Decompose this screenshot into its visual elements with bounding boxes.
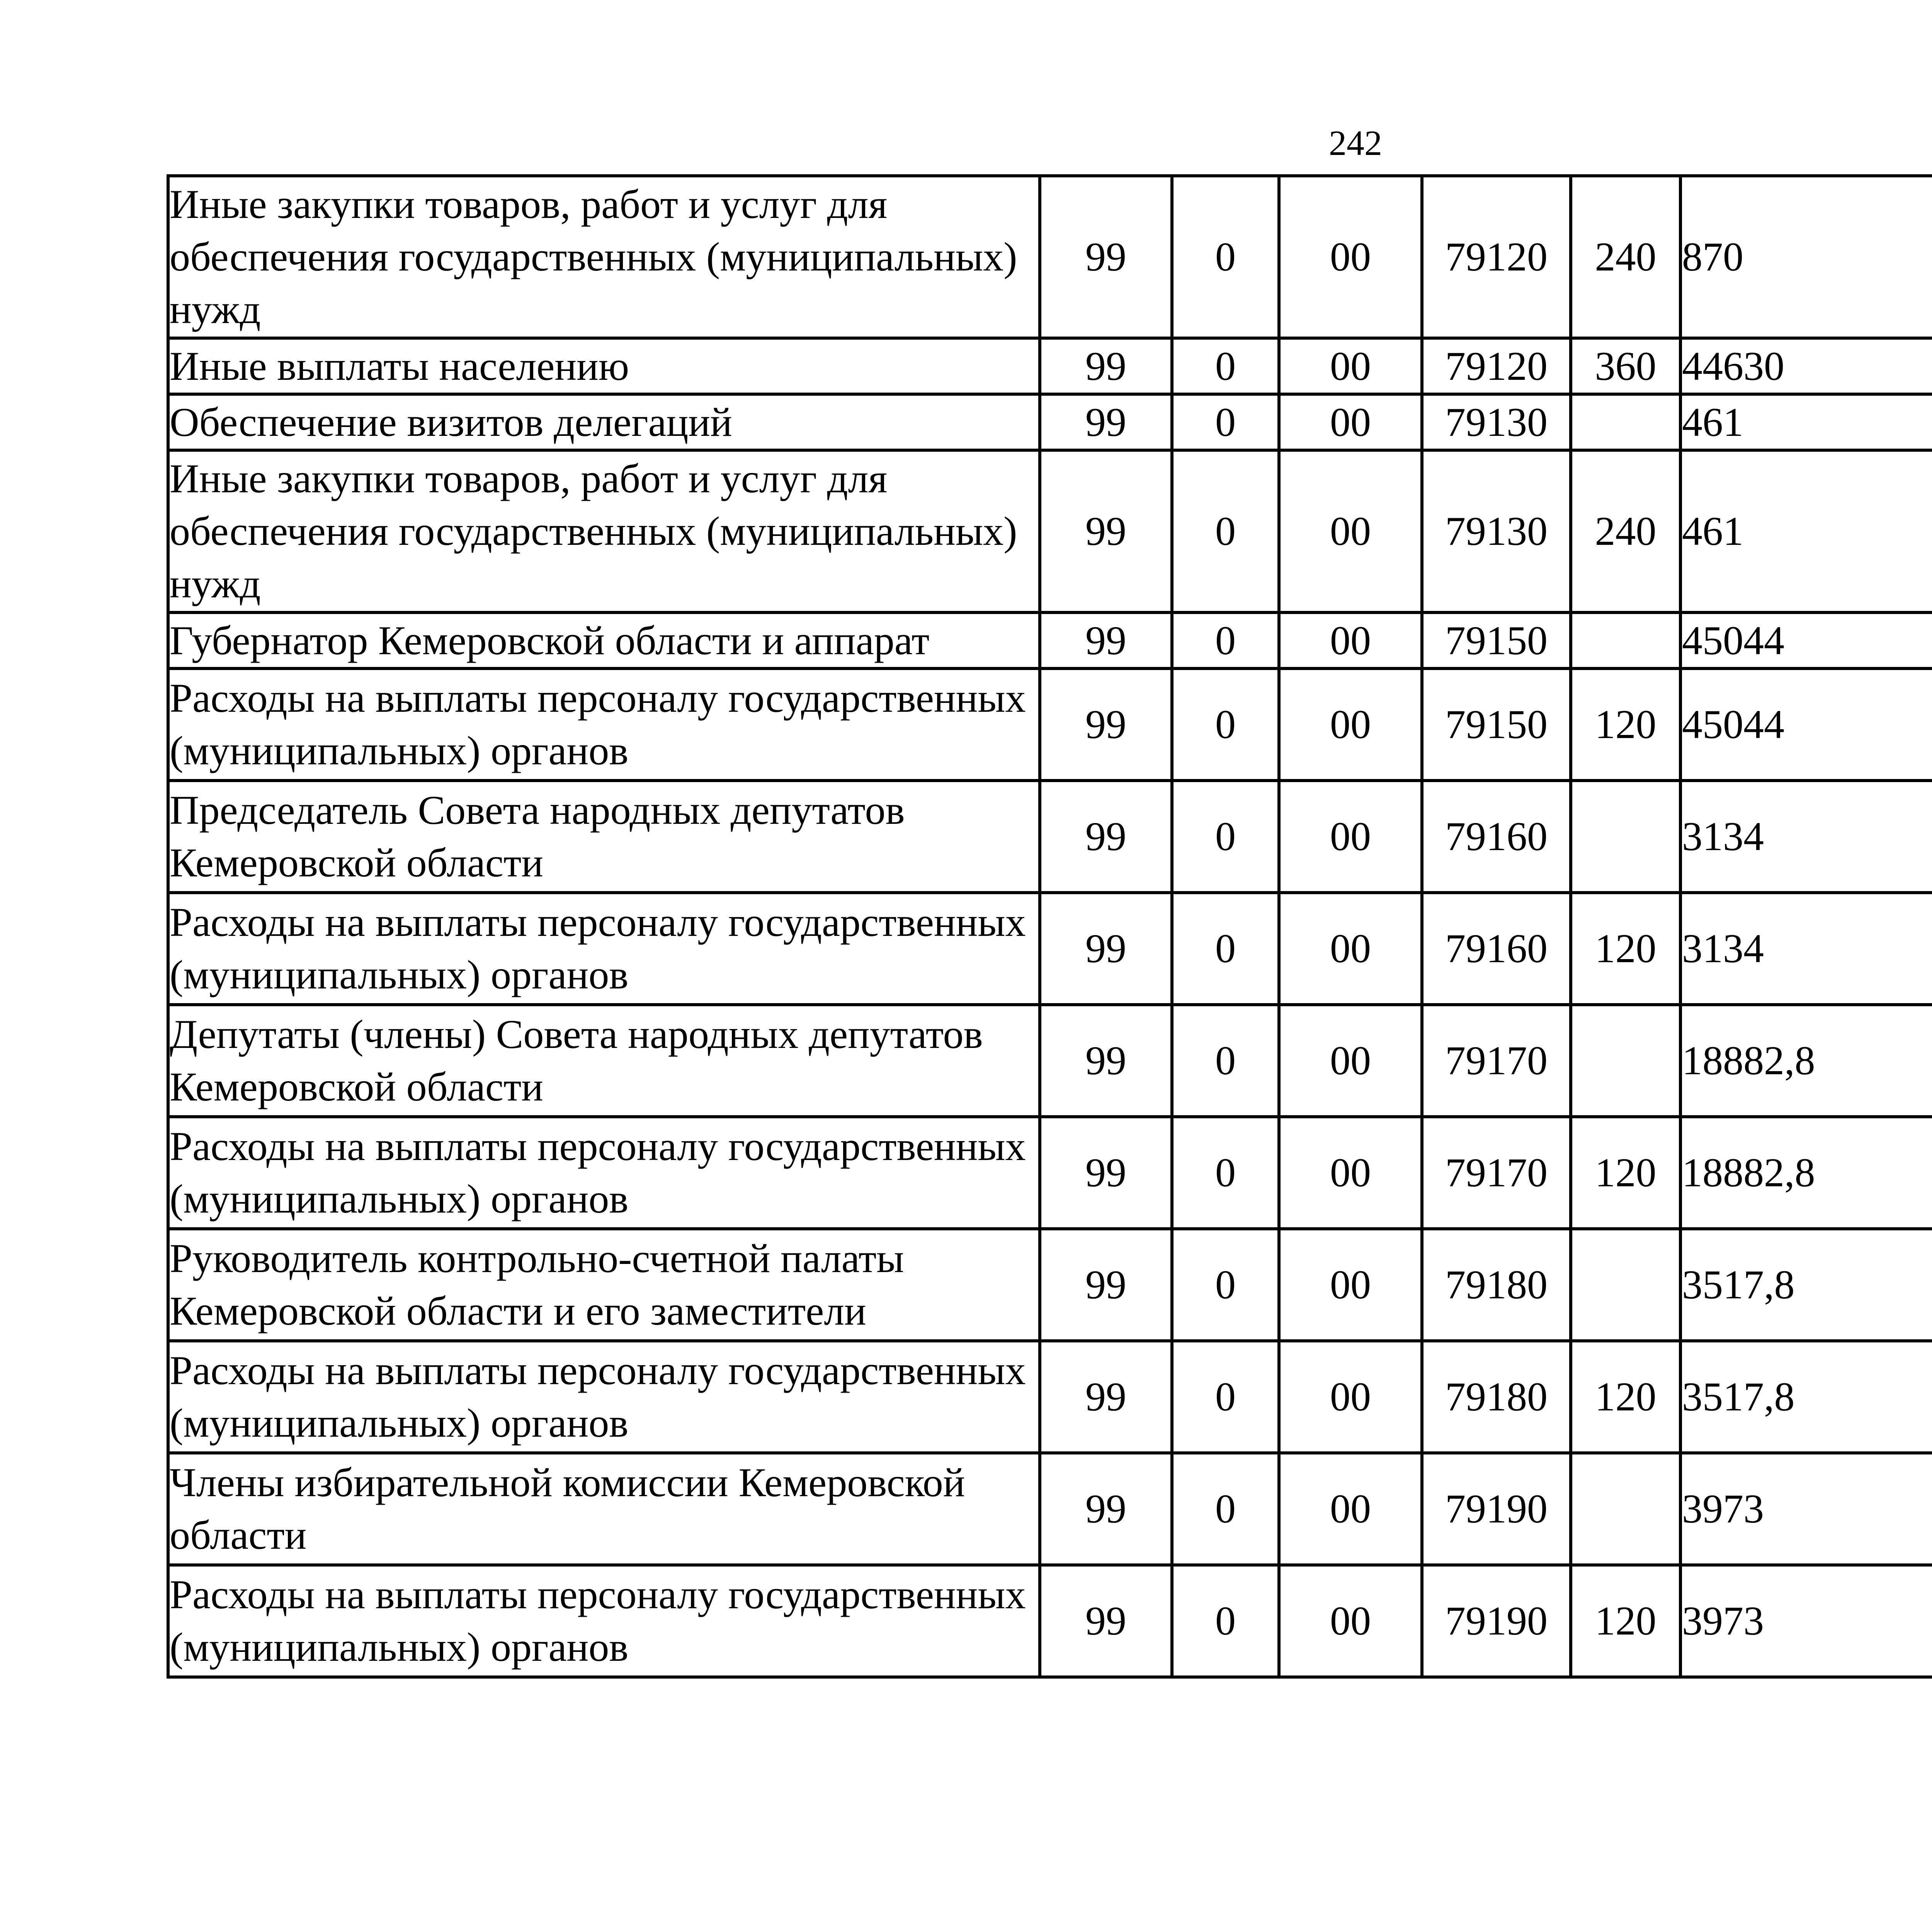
expense-name: Члены избирательной комиссии Кемеровской области — [168, 1453, 1040, 1565]
expense-type-code — [1571, 781, 1680, 893]
section-code: 99 — [1040, 1453, 1172, 1565]
amount-year-1: 45044 — [1680, 612, 1932, 668]
program-code: 00 — [1279, 394, 1422, 450]
section-code: 99 — [1040, 450, 1172, 612]
expense-name: Руководитель контрольно-счетной палаты Кемеровской области и его заместители — [168, 1229, 1040, 1341]
expense-type-code: 240 — [1571, 450, 1680, 612]
table-row — [168, 394, 1932, 450]
program-code: 00 — [1279, 1565, 1422, 1677]
target-article-code: 79190 — [1422, 1453, 1571, 1565]
target-article-code: 79190 — [1422, 1565, 1571, 1677]
table-row — [168, 781, 1932, 893]
target-article-code: 79130 — [1422, 394, 1571, 450]
program-code: 00 — [1279, 1229, 1422, 1341]
amount-year-1: 3973 — [1680, 1453, 1932, 1565]
subsection-code: 0 — [1172, 1117, 1279, 1229]
expense-name: Расходы на выплаты персоналу государственных (муниципальных) органов — [168, 893, 1040, 1005]
amount-year-1: 3134 — [1680, 893, 1932, 1005]
target-article-code: 79170 — [1422, 1117, 1571, 1229]
expense-type-code — [1571, 1005, 1680, 1117]
expense-name: Председатель Совета народных депутатов Кемеровской области — [168, 781, 1040, 893]
expense-name: Расходы на выплаты персоналу государственных (муниципальных) органов — [168, 1117, 1040, 1229]
budget-table — [167, 174, 1932, 1679]
expense-type-code: 120 — [1571, 893, 1680, 1005]
table-row — [168, 1565, 1932, 1677]
program-code: 00 — [1279, 781, 1422, 893]
program-code: 00 — [1279, 338, 1422, 394]
section-code: 99 — [1040, 176, 1172, 338]
section-code: 99 — [1040, 338, 1172, 394]
subsection-code: 0 — [1172, 176, 1279, 338]
subsection-code: 0 — [1172, 338, 1279, 394]
program-code: 00 — [1279, 893, 1422, 1005]
section-code: 99 — [1040, 394, 1172, 450]
expense-type-code: 120 — [1571, 1341, 1680, 1453]
subsection-code: 0 — [1172, 394, 1279, 450]
program-code: 00 — [1279, 612, 1422, 668]
amount-year-1: 45044 — [1680, 668, 1932, 781]
table-row — [168, 1229, 1932, 1341]
section-code: 99 — [1040, 1005, 1172, 1117]
amount-year-1: 44630 — [1680, 338, 1932, 394]
target-article-code: 79150 — [1422, 668, 1571, 781]
target-article-code: 79180 — [1422, 1229, 1571, 1341]
subsection-code: 0 — [1172, 781, 1279, 893]
subsection-code: 0 — [1172, 1005, 1279, 1117]
program-code: 00 — [1279, 176, 1422, 338]
subsection-code: 0 — [1172, 612, 1279, 668]
expense-type-code: 360 — [1571, 338, 1680, 394]
section-code: 99 — [1040, 668, 1172, 781]
target-article-code: 79130 — [1422, 450, 1571, 612]
amount-year-1: 461 — [1680, 394, 1932, 450]
expense-name: Депутаты (члены) Совета народных депутатов Кемеровской области — [168, 1005, 1040, 1117]
subsection-code: 0 — [1172, 1453, 1279, 1565]
program-code: 00 — [1279, 668, 1422, 781]
target-article-code: 79120 — [1422, 338, 1571, 394]
section-code: 99 — [1040, 612, 1172, 668]
amount-year-1: 461 — [1680, 450, 1932, 612]
amount-year-1: 3517,8 — [1680, 1229, 1932, 1341]
program-code: 00 — [1279, 450, 1422, 612]
subsection-code: 0 — [1172, 893, 1279, 1005]
table-row — [168, 893, 1932, 1005]
target-article-code: 79170 — [1422, 1005, 1571, 1117]
target-article-code: 79180 — [1422, 1341, 1571, 1453]
program-code: 00 — [1279, 1453, 1422, 1565]
subsection-code: 0 — [1172, 668, 1279, 781]
expense-type-code: 240 — [1571, 176, 1680, 338]
section-code: 99 — [1040, 1565, 1172, 1677]
page-number: 242 — [1329, 123, 1382, 163]
subsection-code: 0 — [1172, 1229, 1279, 1341]
section-code: 99 — [1040, 893, 1172, 1005]
amount-year-1: 18882,8 — [1680, 1117, 1932, 1229]
table-row — [168, 1117, 1932, 1229]
target-article-code: 79150 — [1422, 612, 1571, 668]
expense-name: Иные закупки товаров, работ и услуг для обеспечения государственных (муниципальных) нужд — [168, 176, 1040, 338]
expense-type-code — [1571, 394, 1680, 450]
table-row — [168, 668, 1932, 781]
expense-type-code: 120 — [1571, 668, 1680, 781]
amount-year-1: 3134 — [1680, 781, 1932, 893]
expense-type-code — [1571, 612, 1680, 668]
section-code: 99 — [1040, 1341, 1172, 1453]
subsection-code: 0 — [1172, 450, 1279, 612]
program-code: 00 — [1279, 1005, 1422, 1117]
target-article-code: 79160 — [1422, 893, 1571, 1005]
expense-name: Расходы на выплаты персоналу государственных (муниципальных) органов — [168, 668, 1040, 781]
amount-year-1: 3973 — [1680, 1565, 1932, 1677]
expense-type-code: 120 — [1571, 1117, 1680, 1229]
target-article-code: 79160 — [1422, 781, 1571, 893]
expense-type-code — [1571, 1229, 1680, 1341]
subsection-code: 0 — [1172, 1565, 1279, 1677]
expense-name: Расходы на выплаты персоналу государственных (муниципальных) органов — [168, 1341, 1040, 1453]
expense-name: Губернатор Кемеровской области и аппарат — [168, 612, 1040, 668]
table-row — [168, 338, 1932, 394]
table-row — [168, 450, 1932, 612]
table-row — [168, 176, 1932, 338]
expense-name: Обеспечение визитов делегаций — [168, 394, 1040, 450]
table-row — [168, 1341, 1932, 1453]
section-code: 99 — [1040, 781, 1172, 893]
amount-year-1: 18882,8 — [1680, 1005, 1932, 1117]
expense-name: Расходы на выплаты персоналу государственных (муниципальных) органов — [168, 1565, 1040, 1677]
table-row — [168, 612, 1932, 668]
expense-type-code — [1571, 1453, 1680, 1565]
amount-year-1: 3517,8 — [1680, 1341, 1932, 1453]
subsection-code: 0 — [1172, 1341, 1279, 1453]
target-article-code: 79120 — [1422, 176, 1571, 338]
expense-name: Иные закупки товаров, работ и услуг для обеспечения государственных (муниципальных) нужд — [168, 450, 1040, 612]
section-code: 99 — [1040, 1229, 1172, 1341]
program-code: 00 — [1279, 1117, 1422, 1229]
table-row — [168, 1453, 1932, 1565]
program-code: 00 — [1279, 1341, 1422, 1453]
expense-type-code: 120 — [1571, 1565, 1680, 1677]
amount-year-1: 870 — [1680, 176, 1932, 338]
table-row — [168, 1005, 1932, 1117]
expense-name: Иные выплаты населению — [168, 338, 1040, 394]
section-code: 99 — [1040, 1117, 1172, 1229]
